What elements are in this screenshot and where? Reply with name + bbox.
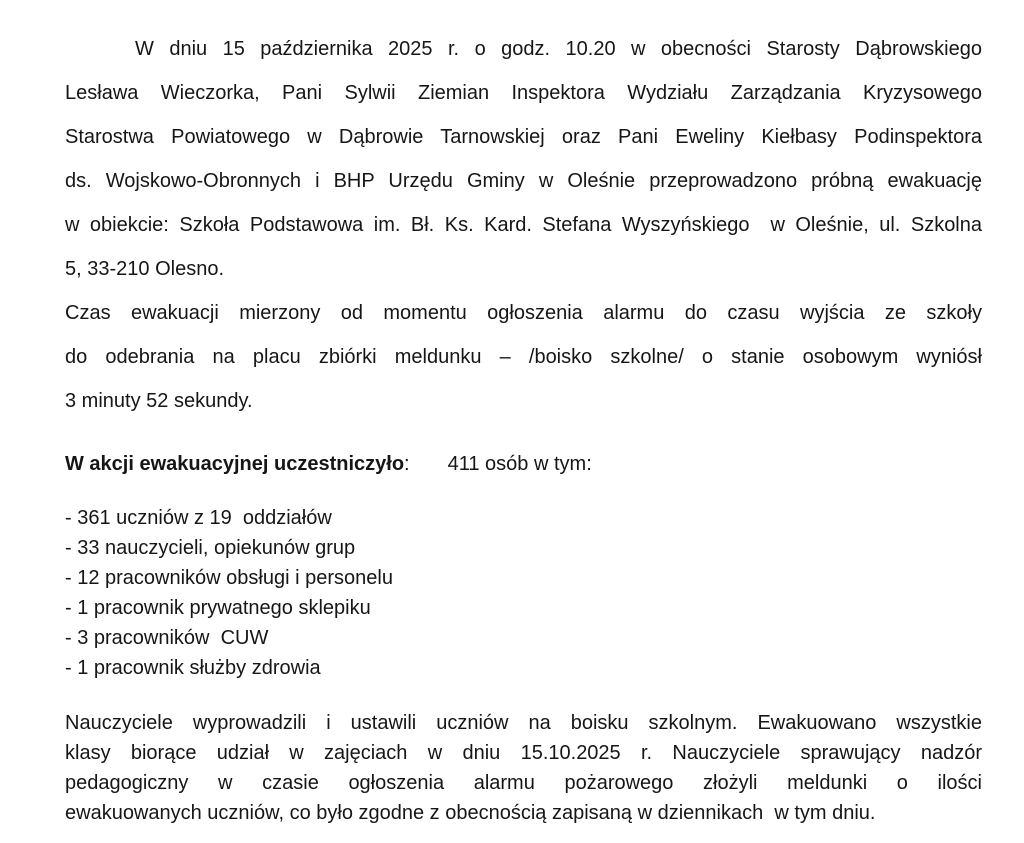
text-line: W dniu 15 października 2025 r. o godz. 10.20 w obecności Starosty Dąbrowskiego: [135, 38, 982, 60]
text-line: ds. Wojskowo-Obronnych i BHP Urzędu Gminy w Oleśnie przeprowadzono próbną ewakuację: [65, 170, 982, 192]
list-item: - 361 uczniów z 19 oddziałów: [65, 507, 332, 529]
participants-heading-colon: :: [404, 453, 410, 475]
evacuation-time-paragraph: [65, 291, 982, 423]
text-line: ewakuowanych uczniów, co było zgodne z obecnością zapisaną w dziennikach w tym dniu.: [65, 802, 876, 824]
participants-heading: [65, 449, 982, 479]
text-line: 5, 33-210 Olesno.: [65, 258, 224, 280]
text-line: w obiekcie: Szkoła Podstawowa im. Bł. Ks. Kard. Stefana Wyszyńskiego w Oleśnie, ul. Szkolna: [65, 214, 982, 236]
text-line: Starostwa Powiatowego w Dąbrowie Tarnowskiej oraz Pani Eweliny Kiełbasy Podinspektora: [65, 126, 982, 148]
participants-heading-label: W akcji ewakuacyjnej uczestniczyło: [65, 453, 405, 475]
text-line: Lesława Wieczorka, Pani Sylwii Ziemian Inspektora Wydziału Zarządzania Kryzysowego: [65, 82, 982, 104]
text-line: 3 minuty 52 sekundy.: [65, 390, 253, 412]
text-line: do odebrania na placu zbiórki meldunku – /boisko szkolne/ o stanie osobowym wyniósł: [65, 346, 982, 368]
text-line: pedagogiczny w czasie ogłoszenia alarmu pożarowego złożyli meldunki o ilości: [65, 772, 982, 794]
text-line: Czas ewakuacji mierzony od momentu ogłoszenia alarmu do czasu wyjścia ze szkoły: [65, 302, 982, 324]
list-item: - 3 pracowników CUW: [65, 627, 269, 649]
text-line: Nauczyciele wyprowadzili i ustawili uczniów na boisku szkolnym. Ewakuowano wszystkie: [65, 712, 982, 734]
participants-total-count: 411 osób w tym:: [447, 453, 592, 475]
participants-list: [65, 503, 982, 683]
text-line: klasy biorące udział w zajęciach w dniu 15.10.2025 r. Nauczyciele sprawujący nadzór: [65, 742, 982, 764]
list-item: - 33 nauczycieli, opiekunów grup: [65, 537, 356, 559]
list-item: - 12 pracowników obsługi i personelu: [65, 567, 393, 589]
list-item: - 1 pracownik służby zdrowia: [65, 657, 321, 679]
teachers-paragraph: [65, 708, 982, 828]
list-item: - 1 pracownik prywatnego sklepiku: [65, 597, 371, 619]
intro-paragraph: [65, 27, 982, 291]
